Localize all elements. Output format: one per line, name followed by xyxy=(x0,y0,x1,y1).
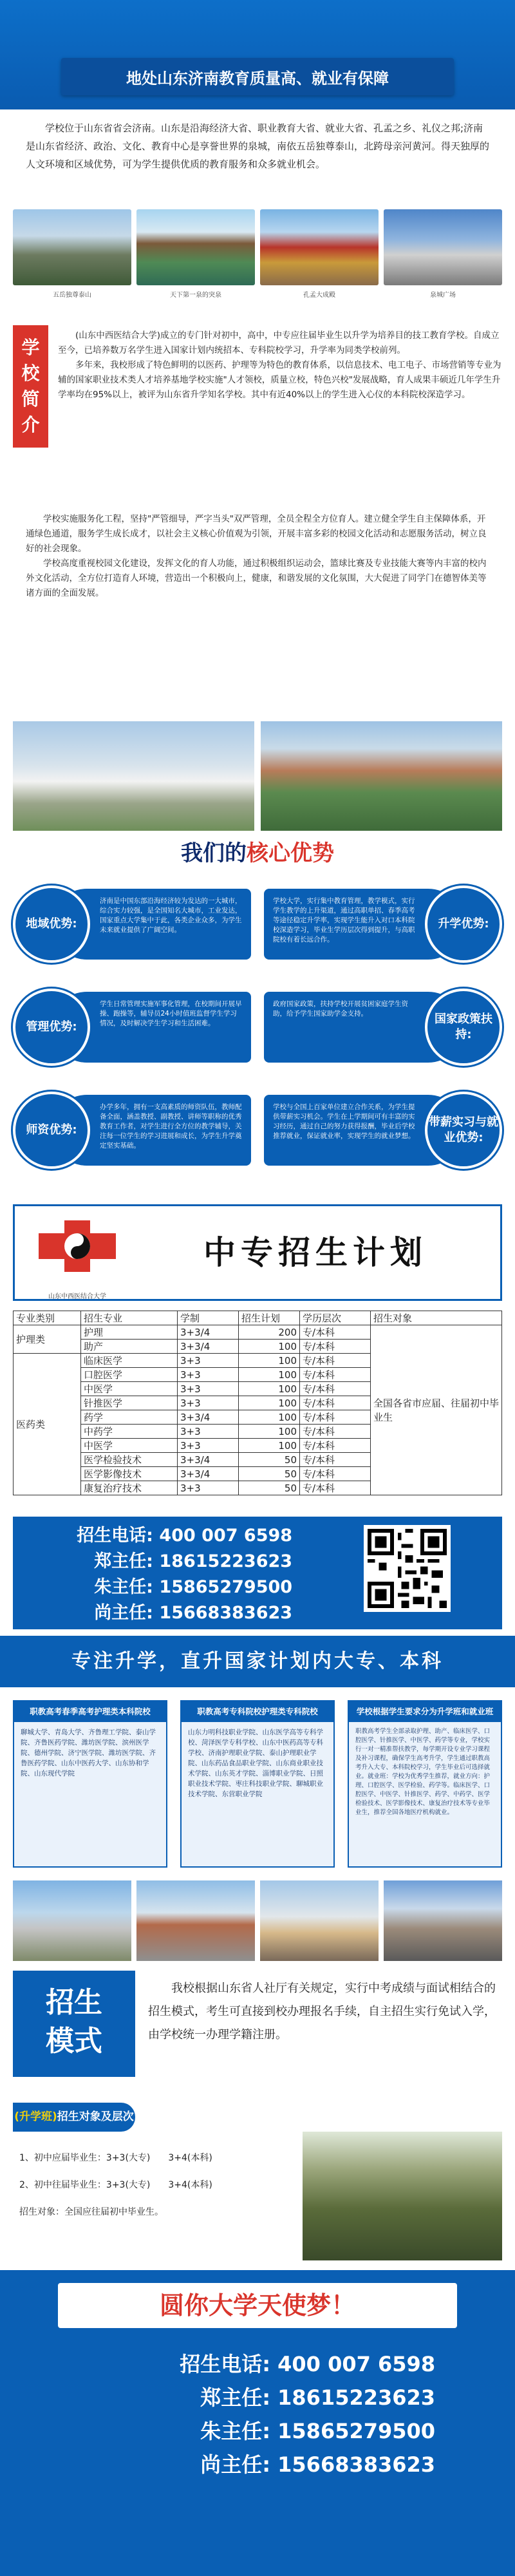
table-header-row xyxy=(14,1311,502,1325)
table-cell: 康复治疗技术 xyxy=(81,1481,178,1495)
level-tag-text: 招生对象及层次 xyxy=(57,2110,134,2123)
adv-text: 学校与全国上百家单位建立合作关系，为学生提供带薪实习机会。学生在上学期间可有丰富的实习经历，通过自己的努力获得报酬，毕业后学校推荐就业，保证就业率，实现学生的就业梦想。 xyxy=(264,1095,464,1166)
table-cell: 医学影像技术 xyxy=(81,1467,178,1481)
adv-internship xyxy=(264,1095,502,1166)
contact-line xyxy=(148,2347,435,2381)
contact-label: 郑主任: xyxy=(94,1551,153,1571)
col-header: 学制 xyxy=(178,1311,239,1325)
table-cell: 50 xyxy=(239,1453,300,1467)
header xyxy=(0,0,515,109)
col-header: 招生计划 xyxy=(239,1311,300,1325)
contact-number[interactable]: 15668383623 xyxy=(277,2452,436,2477)
table-cell: 专/本科 xyxy=(300,1410,371,1425)
table-cell: 专/本科 xyxy=(300,1453,371,1467)
adv-circle: 师资优势: xyxy=(13,1092,90,1169)
contact-label: 招生电话: xyxy=(180,2352,270,2376)
photo-temple xyxy=(260,209,379,306)
photo-campus-4 xyxy=(384,1880,502,1961)
table-cell: 专/本科 xyxy=(300,1368,371,1382)
contact-line xyxy=(63,1575,292,1600)
photo-campus-3 xyxy=(260,1880,379,1961)
table-cell: 3+3/4 xyxy=(178,1325,239,1340)
table-cell: 100 xyxy=(239,1425,300,1439)
contact-number[interactable]: 400 007 6598 xyxy=(159,1526,293,1546)
table-cell: 专/本科 xyxy=(300,1325,371,1340)
school-para: (山东中西医结合大学)成立的专门针对初中，高中，中专应往届毕业生以升学为培养目的技工教育学校。自成立至今，已培养数万名学生进入国家计划内统招本、专科院校学习，升学率为同类学校前列。 xyxy=(58,330,500,355)
table-cell: 专/本科 xyxy=(300,1396,371,1410)
contact-line xyxy=(148,2414,435,2448)
table-cell: 100 xyxy=(239,1410,300,1425)
list-item: 2、初中往届毕业生：3+3(大专) 3+4(本科) xyxy=(19,2180,212,2190)
contact-label: 招生电话: xyxy=(77,1526,153,1546)
table-cell: 3+3 xyxy=(178,1396,239,1410)
table-cell: 中医学 xyxy=(81,1382,178,1396)
column-body: 山东力明科技职业学院、山东医学高等专科学校、菏泽医学专科学校、山东中医药高等专科学校、济南护理职业学院、泰山护理职业学院、山东药品食品职业学院、山东商业职业技术学院、山东英才学院、淄博职业学院、日照职业技术学院、枣庄科技职业学院、聊城职业技术学院、东营职业学院 xyxy=(188,1728,323,1798)
table-cell: 100 xyxy=(239,1439,300,1453)
adv-circle: 管理优势: xyxy=(13,989,90,1066)
school-para: 多年来，我校形成了特色鲜明的以医药、护理等为特色的教育体系，以信息技术、电工电子、市场营销等专业为辅的国家职业技术类人才培养基地学校实施"人才领校，质量立校，特色兴校"发展战略，育人成果丰硕近几年学生升学率均在95%以上，被评为山东省升学知名学校。其中有近40%以上的学生进入心仪的本科院校深造学习。 xyxy=(58,360,501,400)
table-cell: 3+3 xyxy=(178,1354,239,1368)
contact-label: 郑主任: xyxy=(200,2385,270,2410)
table-cell: 护理 xyxy=(81,1325,178,1340)
table-cell: 100 xyxy=(239,1340,300,1354)
city-photos xyxy=(13,209,502,306)
photo-caption: 泉城广场 xyxy=(430,292,456,299)
table-cell: 3+3 xyxy=(178,1382,239,1396)
contact-number[interactable]: 15865279500 xyxy=(277,2419,436,2443)
column-heading: 职教高考春季高考护理类本科院校 xyxy=(14,1701,166,1722)
page-title: 地处山东济南教育质量高、就业有保障 xyxy=(61,58,454,95)
admission-tag xyxy=(13,1971,135,2077)
col-header: 学历层次 xyxy=(300,1311,371,1325)
qr-code[interactable] xyxy=(364,1525,451,1612)
level-tag xyxy=(13,2103,135,2132)
contact-number[interactable]: 18615223623 xyxy=(277,2385,436,2410)
column-classes xyxy=(348,1700,502,1868)
list-item: 招生对象：全国应往届初中毕业生。 xyxy=(19,2207,164,2217)
tag-char: 介 xyxy=(21,414,40,435)
logo-icon xyxy=(39,1217,116,1288)
tag-line: 招生 xyxy=(46,1986,102,2019)
contact-label: 朱主任: xyxy=(200,2419,270,2443)
photo-spring xyxy=(136,209,255,306)
adv-text: 办学多年，拥有一支高素质的师资队伍，教师配备全面，涵盖教授、副教授、讲师等职称的优秀教育工作者，对学生进行全方位的教学辅导，关注每一位学生的学习进展和成长，为学生升学奠定坚实基础。 xyxy=(52,1095,251,1166)
table-cell: 50 xyxy=(239,1481,300,1495)
footer-contact-lines xyxy=(148,2347,435,2481)
contact-line xyxy=(63,1549,292,1575)
photo-square xyxy=(384,209,502,306)
table-cell: 药学 xyxy=(81,1410,178,1425)
table-cell: 3+3/4 xyxy=(178,1410,239,1425)
table-cell: 专/本科 xyxy=(300,1354,371,1368)
adv-text: 政府国家政策，扶持学校开展贫困家庭学生资助，给予学生国家助学金支持。 xyxy=(264,992,464,1063)
school-intro-second xyxy=(26,512,489,601)
table-cell: 3+3 xyxy=(178,1425,239,1439)
table-row xyxy=(14,1325,502,1340)
intro-text: 学校位于山东省省会济南。山东是沿海经济大省、职业教育大省、就业大省、孔孟之乡、礼仪之邦;济南是山东省经济、政治、文化、教育中心是享誉世界的泉城，南依五岳独尊泰山，北跨母亲河黄河。得天独厚的人文环境和区域优势，可为学生提供优质的教育服务和众多就业机会。 xyxy=(26,122,490,170)
column-heading: 职教高考专科院校护理类专科院校 xyxy=(182,1701,333,1722)
table-cell: 中药学 xyxy=(81,1425,178,1439)
contact-line xyxy=(63,1523,292,1549)
contact-line xyxy=(148,2448,435,2481)
adv-policy xyxy=(264,992,502,1063)
photo-students xyxy=(13,721,254,831)
contact-lines xyxy=(63,1523,292,1626)
school-para: 学校实施服务化工程，坚持"严管细导，严字当头"双严管理，全员全程全方位育人。建立健全学生自主保障体系，开通绿色通道，服务学生成长成才，以社会主义核心价值观为引领，开展丰富多彩的校园文化活动和志愿服务活动，树立良好的社会现象。 xyxy=(26,514,487,554)
list-item: 1、初中应届毕业生：3+3(大专) 3+4(本科) xyxy=(19,2153,212,2163)
admission-text: 我校根据山东省人社厅有关规定，实行中考成绩与面试相结合的招生模式，考生可直接到校办理报名手续，自主招生实行免试入学，由学校统一办理学籍注册。 xyxy=(148,1982,496,2041)
tag-char: 校 xyxy=(21,363,40,384)
promo-strip: 专注升学，直升国家计划内大专、本科 xyxy=(0,1636,515,1687)
slogan-banner: 圆你大学天使梦！ xyxy=(58,2283,457,2328)
contact-number[interactable]: 15668383623 xyxy=(159,1603,293,1623)
table-cell: 医学检验技术 xyxy=(81,1453,178,1467)
qr-icon xyxy=(368,1529,447,1608)
contact-label: 尚主任: xyxy=(200,2452,270,2477)
table-cell: 专/本科 xyxy=(300,1439,371,1453)
table-cell: 100 xyxy=(239,1354,300,1368)
photo-taishan xyxy=(13,209,131,306)
contact-number[interactable]: 400 007 6598 xyxy=(277,2352,436,2376)
photo-caption: 孔孟大成殿 xyxy=(303,292,335,299)
column-body: 职教高考学生全部录取护理、助产、临床医学、口腔医学、针推医学、中医学、药学等专业，学校实行一对一精准帮扶教学，每学期开设专业学习课程及补习课程，确保学生高考升学，学生通过职教高考升入大专、本科院校学习，学生毕业后可选择就业。就业班：学校为优秀学生推荐，就业方向：护理、口腔医学、医学检验、药学等。临床医学、口腔医学、中医学、针推医学、药学、中药学、医学检验技术、医学影像技术、康复治疗技术等专业毕业生，推荐全国各地医疗机构就业。 xyxy=(355,1728,491,1816)
enrollment-table xyxy=(13,1311,502,1495)
adv-management xyxy=(13,992,251,1063)
contact-line xyxy=(63,1600,292,1626)
contact-line xyxy=(148,2381,435,2414)
category-cell: 护理类 xyxy=(14,1325,81,1354)
table-cell: 200 xyxy=(239,1325,300,1340)
table-cell: 临床医学 xyxy=(81,1354,178,1368)
adv-region xyxy=(13,889,251,960)
photo-campus-aerial xyxy=(261,721,502,831)
photo-caption: 五岳独尊泰山 xyxy=(53,292,91,299)
adv-circle: 地域优势: xyxy=(13,886,90,963)
table-cell: 专/本科 xyxy=(300,1425,371,1439)
table-cell: 50 xyxy=(239,1467,300,1481)
table-cell: 3+3/4 xyxy=(178,1453,239,1467)
contact-label: 尚主任: xyxy=(94,1603,153,1623)
photo-campus-1 xyxy=(13,1880,131,1961)
adv-circle: 升学优势: xyxy=(425,886,502,963)
photo-caption: 天下第一泉的突泉 xyxy=(170,292,221,299)
adv-text: 济南是中国东部沿海经济较为发达的一大城市，综合实力较强，是全国知名大城市，工业发达，国家重点大学集中于此，各类企业众多，为学生未来就业提供了广阔空间。 xyxy=(52,889,251,960)
tag-char: 学 xyxy=(21,337,40,358)
adv-teachers xyxy=(13,1095,251,1166)
tag-line: 模式 xyxy=(46,2025,102,2058)
school-intro-tag xyxy=(13,325,48,448)
table-cell: 3+3/4 xyxy=(178,1340,239,1354)
table-cell: 中医学 xyxy=(81,1439,178,1453)
logo-text: 山东中西医结合大学 xyxy=(48,1293,106,1300)
adv-text: 学生日常管理实施军事化管理，在校期间开展早操、跑操等，辅导员24小时值班监督学生学习情况，及时解决学生学习和生活困难。 xyxy=(52,992,251,1063)
table-cell: 100 xyxy=(239,1396,300,1410)
table-cell: 专/本科 xyxy=(300,1467,371,1481)
contact-number[interactable]: 15865279500 xyxy=(159,1577,293,1597)
table-cell: 助产 xyxy=(81,1340,178,1354)
campus-photos xyxy=(13,721,502,831)
photo-military-training xyxy=(303,2132,502,2260)
title-highlight: 核心优势 xyxy=(247,840,334,866)
col-header: 招生专业 xyxy=(81,1311,178,1325)
target-cell: 全国各省市应届、往届初中毕业生 xyxy=(371,1325,502,1495)
adv-circle: 国家政策扶持: xyxy=(425,989,502,1066)
table-cell: 专/本科 xyxy=(300,1382,371,1396)
col-header: 招生对象 xyxy=(371,1311,502,1325)
column-body: 聊城大学、青岛大学、齐鲁理工学院、泰山学院、齐鲁医药学院、潍坊医学院、滨州医学院、德州学院、济宁医学院、潍坊医学院、齐鲁医药学院、山东中医药大学、山东协和学院、山东现代学院 xyxy=(21,1728,156,1777)
campus-photo-strip xyxy=(13,1880,502,1961)
table-cell: 口腔医学 xyxy=(81,1368,178,1382)
adv-text: 学校大学，实行集中教育管理，教学模式，实行学生教学的上升渠道，通过高职单招、春季高考等途径稳定升学率，实现学生能升入对口本科院校深造学习，毕业生学历层次得到提升，与高职院校有着长远合作。 xyxy=(264,889,464,960)
school-intro-first xyxy=(58,328,502,402)
column-bachelor xyxy=(13,1700,167,1868)
tag-char: 简 xyxy=(21,388,40,410)
table-cell: 100 xyxy=(239,1368,300,1382)
school-logo xyxy=(39,1217,116,1300)
table-cell: 专/本科 xyxy=(300,1481,371,1495)
table-cell: 3+3 xyxy=(178,1368,239,1382)
table-cell: 针推医学 xyxy=(81,1396,178,1410)
contact-number[interactable]: 18615223623 xyxy=(159,1551,293,1571)
table-cell: 3+3/4 xyxy=(178,1467,239,1481)
photo-campus-2 xyxy=(136,1880,255,1961)
col-header: 专业类别 xyxy=(14,1311,81,1325)
level-tag-highlight: (升学班) xyxy=(14,2110,57,2123)
adv-admission xyxy=(264,889,502,960)
school-para: 学校高度重视校园文化建设，发挥文化的育人功能，通过积极组织运动会，篮球比赛及专业技能大赛等内丰富的校内外文化活动，全方位打造育人环境，营造出一个积极向上，健康，和谐发展的文化氛围，大大促进了同学门在德智体美等诸方面的全面发展。 xyxy=(26,558,487,598)
category-cell: 医药类 xyxy=(14,1354,81,1495)
table-cell: 3+3 xyxy=(178,1439,239,1453)
level-list xyxy=(19,2145,290,2226)
table-cell: 专/本科 xyxy=(300,1340,371,1354)
table-cell: 100 xyxy=(239,1382,300,1396)
column-heading: 学校根据学生要求分为升学班和就业班 xyxy=(349,1701,501,1722)
advantages-title xyxy=(0,834,515,873)
table-cell: 3+3 xyxy=(178,1481,239,1495)
adv-circle: 带薪实习与就业优势: xyxy=(425,1092,502,1169)
contact-label: 朱主任: xyxy=(94,1577,153,1597)
column-college xyxy=(180,1700,335,1868)
plan-title: 中专招生计划 xyxy=(203,1234,427,1271)
title-part: 我们的 xyxy=(181,840,247,866)
